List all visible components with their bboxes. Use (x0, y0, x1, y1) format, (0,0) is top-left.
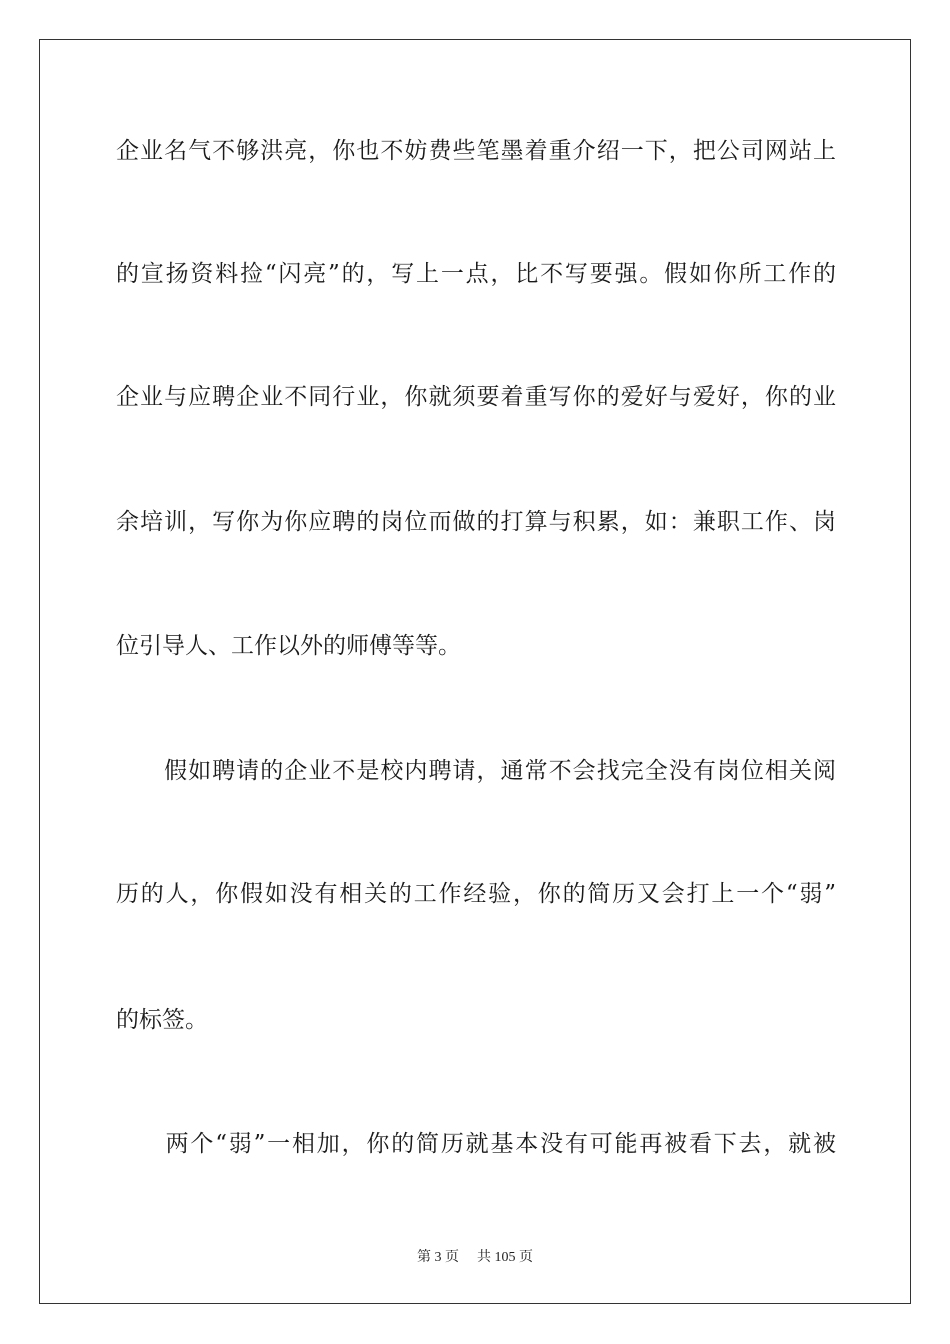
body-text-line: 余培训，写你为你应聘的岗位而做的打算与积累，如：兼职工作、岗 (116, 509, 836, 535)
page-border (39, 39, 911, 1304)
body-text-line: 位引导人、工作以外的师傅等等。 (116, 633, 461, 659)
body-text-line: 企业名气不够洪亮，你也不妨费些笔墨着重介绍一下，把公司网站上 (116, 138, 836, 164)
page-footer (0, 1246, 950, 1266)
body-text-line: 假如聘请的企业不是校内聘请，通常不会找完全没有岗位相关阅 (116, 758, 836, 784)
body-text-line: 历的人，你假如没有相关的工作经验，你的简历又会打上一个“弱” (116, 881, 836, 907)
body-text-line: 的宣扬资料捡“闪亮”的，写上一点，比不写要强。假如你所工作的 (116, 261, 836, 287)
body-text-line: 企业与应聘企业不同行业，你就须要着重写你的爱好与爱好，你的业 (116, 384, 836, 410)
body-text-line: 两个“弱”一相加，你的简历就基本没有可能再被看下去，就被 (116, 1131, 836, 1157)
total-pages: 共 105 页 (477, 1250, 533, 1265)
page-number: 第 3 页 (417, 1250, 459, 1265)
body-text-line: 的标签。 (116, 1007, 208, 1033)
